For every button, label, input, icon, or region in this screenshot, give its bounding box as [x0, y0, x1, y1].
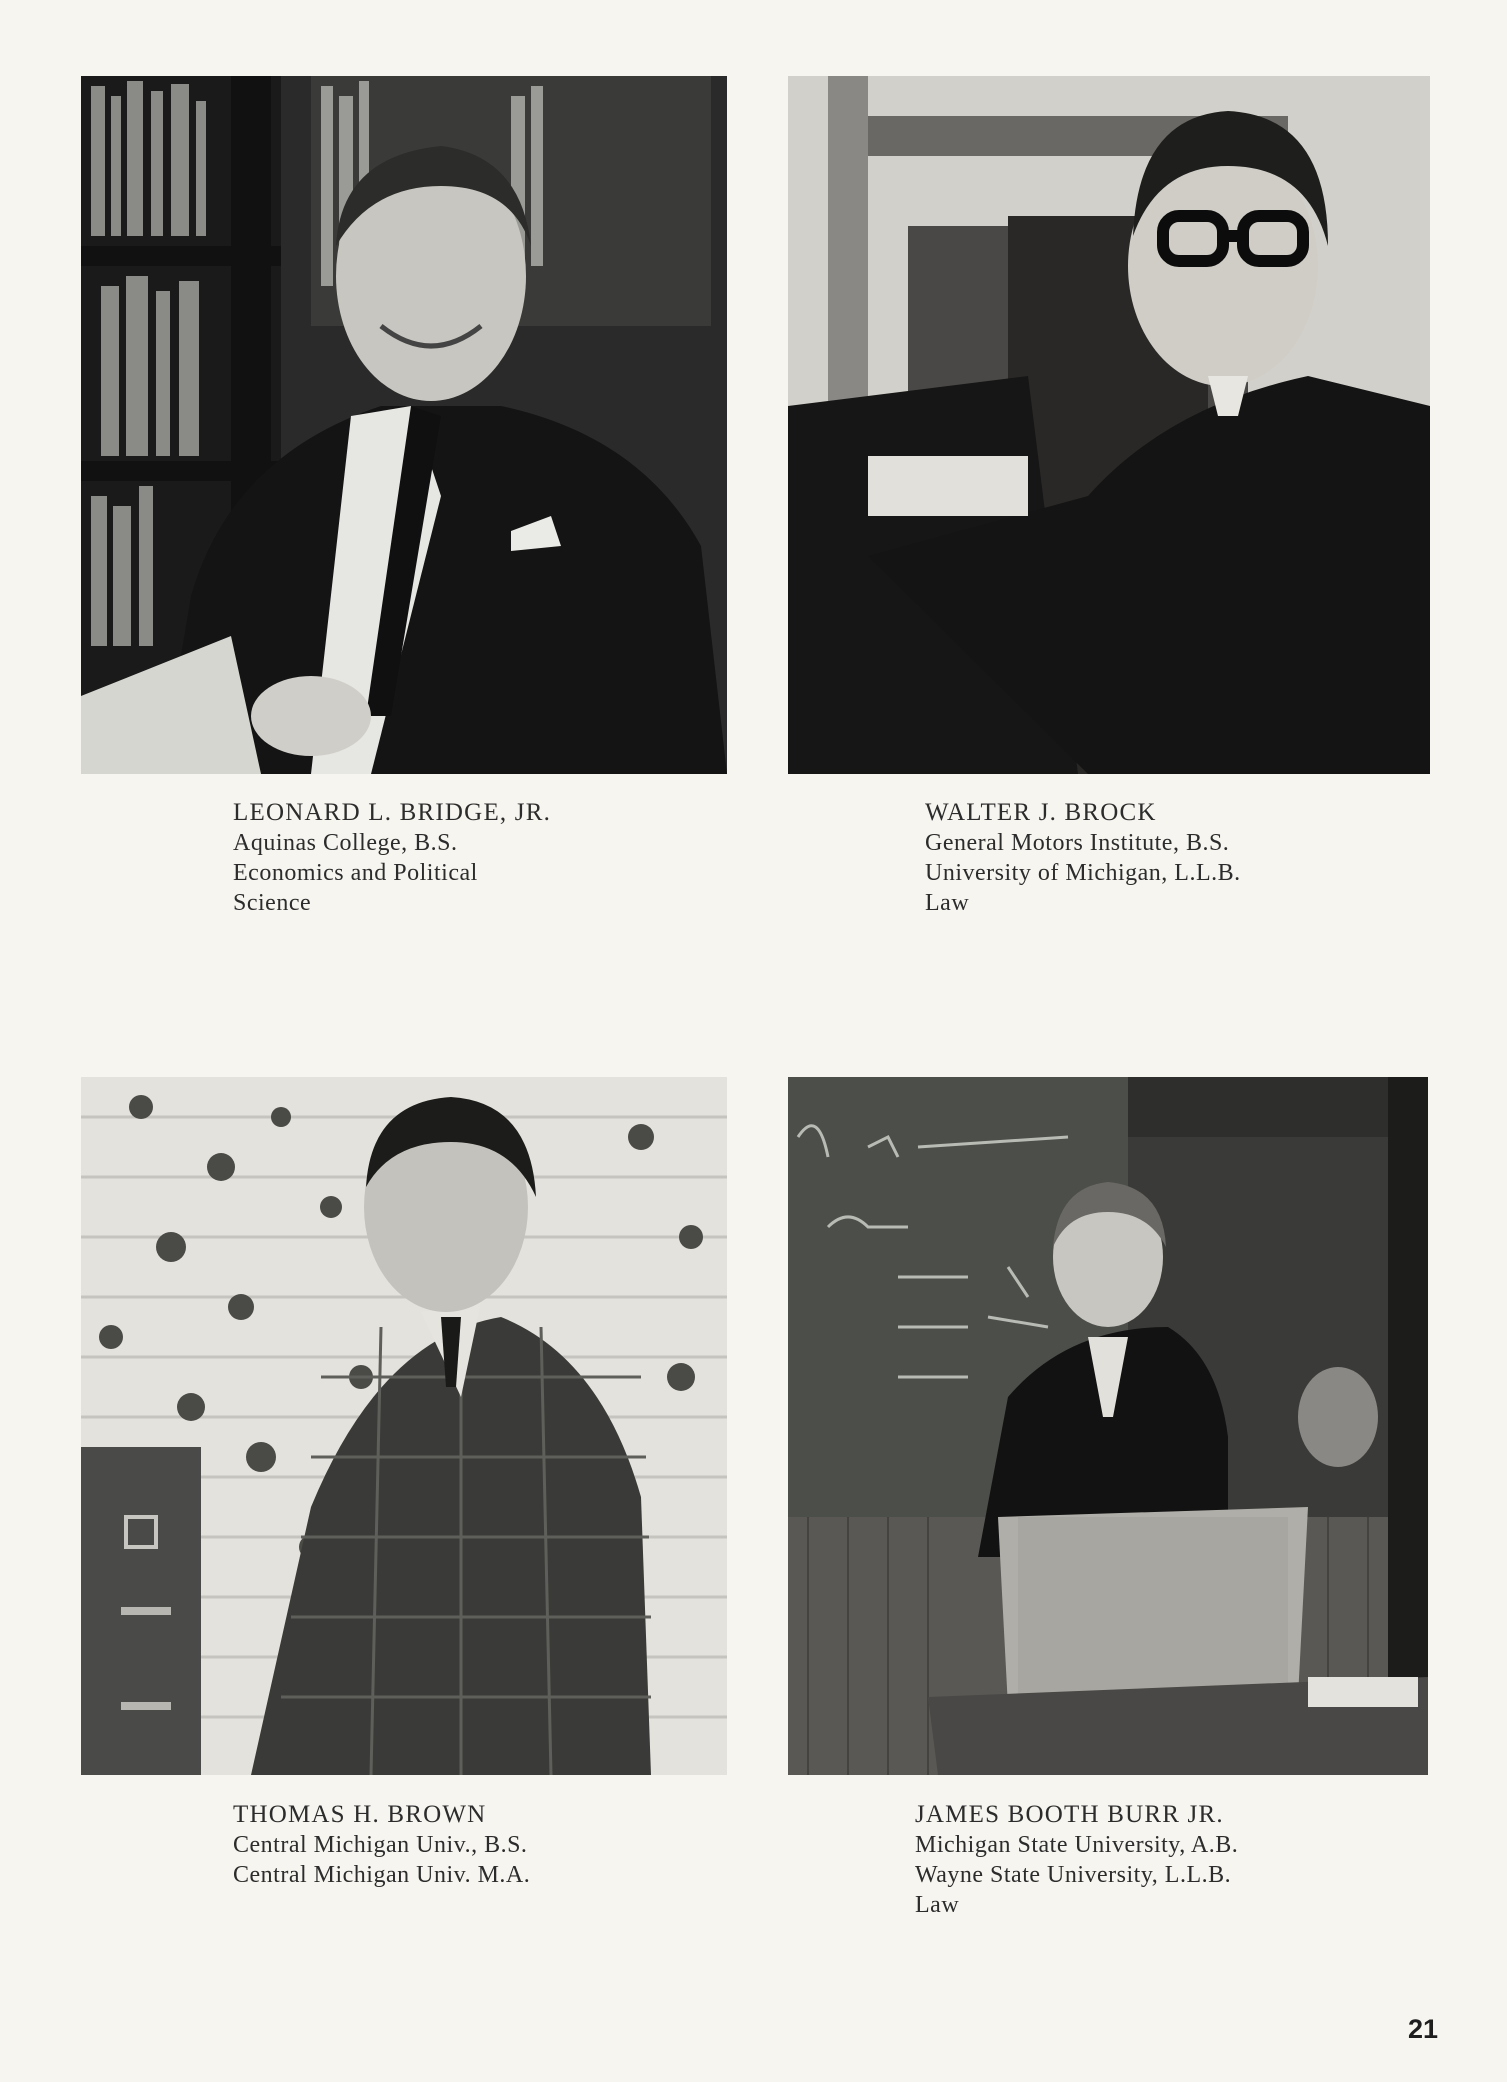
caption-bridge — [233, 798, 551, 918]
credential-line: General Motors Institute, B.S. — [925, 830, 1230, 856]
credential-line: Science — [233, 890, 312, 916]
portrait-photo-bridge — [81, 76, 727, 774]
person-name: THOMAS H. BROWN — [233, 1801, 487, 1828]
portrait-photo-burr — [788, 1077, 1428, 1775]
caption-burr — [915, 1800, 1238, 1920]
credential-line: Wayne State University, L.L.B. — [915, 1862, 1232, 1888]
caption-brock — [925, 798, 1241, 918]
portrait-photo-brock — [788, 76, 1430, 774]
page-number: 21 — [1408, 2014, 1439, 2044]
credential-line: University of Michigan, L.L.B. — [925, 860, 1241, 886]
credential-line: Aquinas College, B.S. — [233, 830, 458, 856]
person-name: LEONARD L. BRIDGE, JR. — [233, 799, 552, 826]
credential-line: Central Michigan Univ. M.A. — [233, 1862, 531, 1888]
caption-brown — [233, 1800, 530, 1890]
person-name: WALTER J. BROCK — [925, 799, 1157, 826]
credential-line: Law — [915, 1892, 960, 1918]
credential-line: Economics and Political — [233, 860, 478, 886]
credential-line: Central Michigan Univ., B.S. — [233, 1832, 528, 1858]
portrait-photo-brown — [81, 1077, 727, 1775]
credential-line: Law — [925, 890, 970, 916]
credential-line: Michigan State University, A.B. — [915, 1832, 1239, 1858]
person-name: JAMES BOOTH BURR JR. — [915, 1801, 1224, 1828]
